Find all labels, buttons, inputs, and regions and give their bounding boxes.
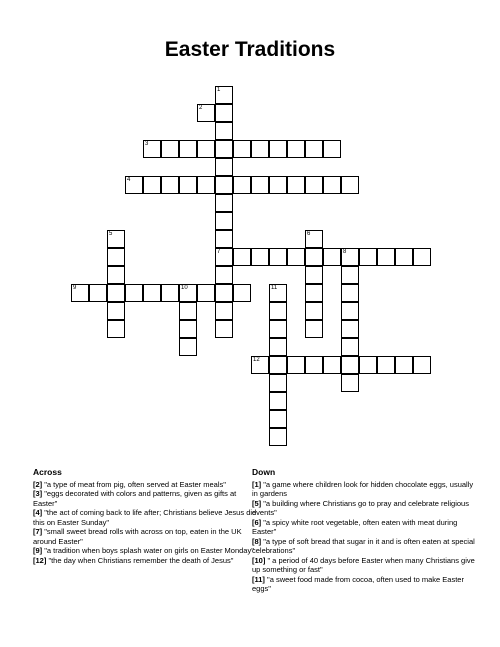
clue-label: [3] xyxy=(33,489,43,498)
grid-cell[interactable] xyxy=(341,338,359,356)
grid-cell[interactable] xyxy=(107,302,125,320)
grid-cell[interactable] xyxy=(197,140,215,158)
grid-cell[interactable] xyxy=(107,266,125,284)
grid-cell[interactable] xyxy=(323,356,341,374)
clue-number: 7 xyxy=(217,249,221,255)
grid-cell[interactable] xyxy=(197,284,215,302)
clue-label: [11] xyxy=(252,574,265,584)
grid-cell[interactable] xyxy=(107,230,125,248)
grid-cell[interactable] xyxy=(377,248,395,266)
grid-cell[interactable] xyxy=(215,212,233,230)
clue-text: "a game where children look for hidden chocolate eggs, usually in gardens xyxy=(252,479,474,498)
grid-cell[interactable] xyxy=(179,338,197,356)
clue-label: [10] xyxy=(252,555,266,565)
grid-cell[interactable] xyxy=(269,284,287,302)
down-clue xyxy=(252,537,477,556)
grid-cell[interactable] xyxy=(143,176,161,194)
grid-cell[interactable] xyxy=(269,356,287,374)
grid-cell[interactable] xyxy=(395,248,413,266)
grid-cell[interactable] xyxy=(305,140,323,158)
grid-cell[interactable] xyxy=(215,302,233,320)
clue-number: 4 xyxy=(127,177,131,183)
clue-number: 6 xyxy=(307,231,311,237)
clue-text: "a tradition when boys splash water on girls on Easter Monday" xyxy=(44,546,254,555)
grid-cell[interactable] xyxy=(269,140,287,158)
grid-cell[interactable] xyxy=(251,140,269,158)
clue-number: 1 xyxy=(217,87,221,93)
grid-cell[interactable] xyxy=(125,284,143,302)
grid-cell[interactable] xyxy=(341,266,359,284)
down-heading: Down xyxy=(252,467,276,477)
grid-cell[interactable] xyxy=(287,356,305,374)
grid-cell[interactable] xyxy=(341,356,359,374)
grid-cell[interactable] xyxy=(215,194,233,212)
grid-cell[interactable] xyxy=(413,248,431,266)
down-clue xyxy=(252,518,477,537)
down-clue xyxy=(252,556,477,575)
grid-cell[interactable] xyxy=(305,302,323,320)
grid-cell[interactable] xyxy=(143,284,161,302)
clue-label: [1] xyxy=(252,479,262,489)
grid-cell[interactable] xyxy=(251,248,269,266)
grid-cell[interactable] xyxy=(341,248,359,266)
clue-number: 5 xyxy=(109,231,113,237)
clue-text: "the day when Christians remember the death of Jesus" xyxy=(48,555,234,565)
grid-cell[interactable] xyxy=(269,392,287,410)
down-clues xyxy=(252,468,477,594)
grid-cell[interactable] xyxy=(197,104,215,122)
clue-text: "a sweet food made from cocoa, often used to make Easter eggs" xyxy=(252,574,464,593)
grid-cell[interactable] xyxy=(161,284,179,302)
grid-cell[interactable] xyxy=(269,374,287,392)
grid-cell[interactable] xyxy=(269,302,287,320)
clue-label: [5] xyxy=(252,498,262,508)
grid-cell[interactable] xyxy=(341,320,359,338)
clue-label: [4] xyxy=(33,508,43,517)
clue-label: [8] xyxy=(252,536,262,546)
grid-cell[interactable] xyxy=(323,248,341,266)
clue-label: [6] xyxy=(252,517,262,527)
grid-cell[interactable] xyxy=(251,356,269,374)
grid-cell[interactable] xyxy=(215,320,233,338)
clue-label: [7] xyxy=(33,527,43,536)
grid-cell[interactable] xyxy=(395,356,413,374)
grid-cell[interactable] xyxy=(269,248,287,266)
grid-cell[interactable] xyxy=(179,320,197,338)
grid-cell[interactable] xyxy=(269,410,287,428)
across-clue xyxy=(33,527,258,546)
grid-cell[interactable] xyxy=(359,248,377,266)
grid-cell[interactable] xyxy=(305,320,323,338)
grid-cell[interactable] xyxy=(287,140,305,158)
clue-number: 8 xyxy=(343,249,347,255)
grid-cell[interactable] xyxy=(287,248,305,266)
down-clue xyxy=(252,575,477,594)
clue-text: "a type of meat from pig, often served at Easter meals" xyxy=(44,479,226,489)
grid-cell[interactable] xyxy=(179,284,197,302)
clue-number: 9 xyxy=(73,285,77,291)
grid-cell[interactable] xyxy=(341,302,359,320)
grid-cell[interactable] xyxy=(107,248,125,266)
down-clue xyxy=(252,480,477,499)
grid-cell[interactable] xyxy=(143,140,161,158)
page-title: Easter Traditions xyxy=(164,38,336,61)
grid-cell[interactable] xyxy=(323,176,341,194)
grid-cell[interactable] xyxy=(233,140,251,158)
grid-cell[interactable] xyxy=(71,284,89,302)
grid-cell[interactable] xyxy=(89,284,107,302)
grid-cell[interactable] xyxy=(269,176,287,194)
clue-text: "the act of coming back to life after; Christians believe Jesus did this on Easter Sunday" xyxy=(33,508,257,527)
grid-cell[interactable] xyxy=(107,320,125,338)
grid-cell[interactable] xyxy=(215,140,233,158)
across-clue xyxy=(33,508,258,527)
grid-cell[interactable] xyxy=(323,140,341,158)
grid-cell[interactable] xyxy=(161,176,179,194)
grid-cell[interactable] xyxy=(179,302,197,320)
clue-number: 12 xyxy=(253,357,260,363)
grid-cell[interactable] xyxy=(233,176,251,194)
grid-cell[interactable] xyxy=(413,356,431,374)
grid-cell[interactable] xyxy=(215,266,233,284)
grid-cell[interactable] xyxy=(377,356,395,374)
grid-cell[interactable] xyxy=(215,248,233,266)
across-clue xyxy=(33,480,258,490)
clue-text: "eggs decorated with colors and patterns, given as gifts at Easter" xyxy=(33,489,237,508)
clue-number: 3 xyxy=(145,141,149,147)
clue-number: 10 xyxy=(181,285,188,291)
across-clues xyxy=(33,468,258,565)
grid-cell[interactable] xyxy=(161,140,179,158)
grid-cell[interactable] xyxy=(215,104,233,122)
grid-cell[interactable] xyxy=(305,176,323,194)
grid-cell[interactable] xyxy=(215,158,233,176)
across-heading: Across xyxy=(33,467,62,477)
grid-cell[interactable] xyxy=(215,122,233,140)
grid-cell[interactable] xyxy=(179,176,197,194)
grid-cell[interactable] xyxy=(107,284,125,302)
grid-cell[interactable] xyxy=(305,230,323,248)
clue-text: "a type of soft bread that sugar in it and is often eaten at special celebrations" xyxy=(252,536,475,555)
grid-cell[interactable] xyxy=(269,338,287,356)
down-clue xyxy=(252,499,477,518)
clue-text: "small sweet bread rolls with across on top, eaten in the UK around Easter" xyxy=(33,527,242,546)
grid-cell[interactable] xyxy=(305,266,323,284)
clue-text: "a building where Christians go to pray and celebrate religious events" xyxy=(252,498,469,517)
grid-cell[interactable] xyxy=(305,356,323,374)
grid-cell[interactable] xyxy=(341,176,359,194)
across-clue xyxy=(33,546,258,556)
grid-cell[interactable] xyxy=(233,284,251,302)
across-clue xyxy=(33,556,258,566)
grid-cell[interactable] xyxy=(269,428,287,446)
grid-cell[interactable] xyxy=(215,230,233,248)
grid-cell[interactable] xyxy=(269,320,287,338)
grid-cell[interactable] xyxy=(215,86,233,104)
grid-cell[interactable] xyxy=(125,176,143,194)
clue-number: 2 xyxy=(199,105,203,111)
grid-cell[interactable] xyxy=(251,176,269,194)
grid-cell[interactable] xyxy=(305,248,323,266)
clue-number: 11 xyxy=(271,285,278,291)
clue-label: [2] xyxy=(33,479,43,489)
clue-text: "a spicy white root vegetable, often eaten with meat during Easter" xyxy=(252,517,458,536)
clue-label: [12] xyxy=(33,555,47,565)
grid-cell[interactable] xyxy=(359,356,377,374)
grid-cell[interactable] xyxy=(233,248,251,266)
grid-cell[interactable] xyxy=(305,284,323,302)
grid-cell[interactable] xyxy=(215,176,233,194)
clue-label: [9] xyxy=(33,546,43,555)
across-clue xyxy=(33,489,258,508)
grid-cell[interactable] xyxy=(341,374,359,392)
grid-cell[interactable] xyxy=(287,176,305,194)
grid-cell[interactable] xyxy=(215,284,233,302)
grid-cell[interactable] xyxy=(341,284,359,302)
grid-cell[interactable] xyxy=(179,140,197,158)
grid-cell[interactable] xyxy=(197,176,215,194)
clue-text: " a period of 40 days before Easter when many Christians give up something or fast" xyxy=(252,555,475,574)
